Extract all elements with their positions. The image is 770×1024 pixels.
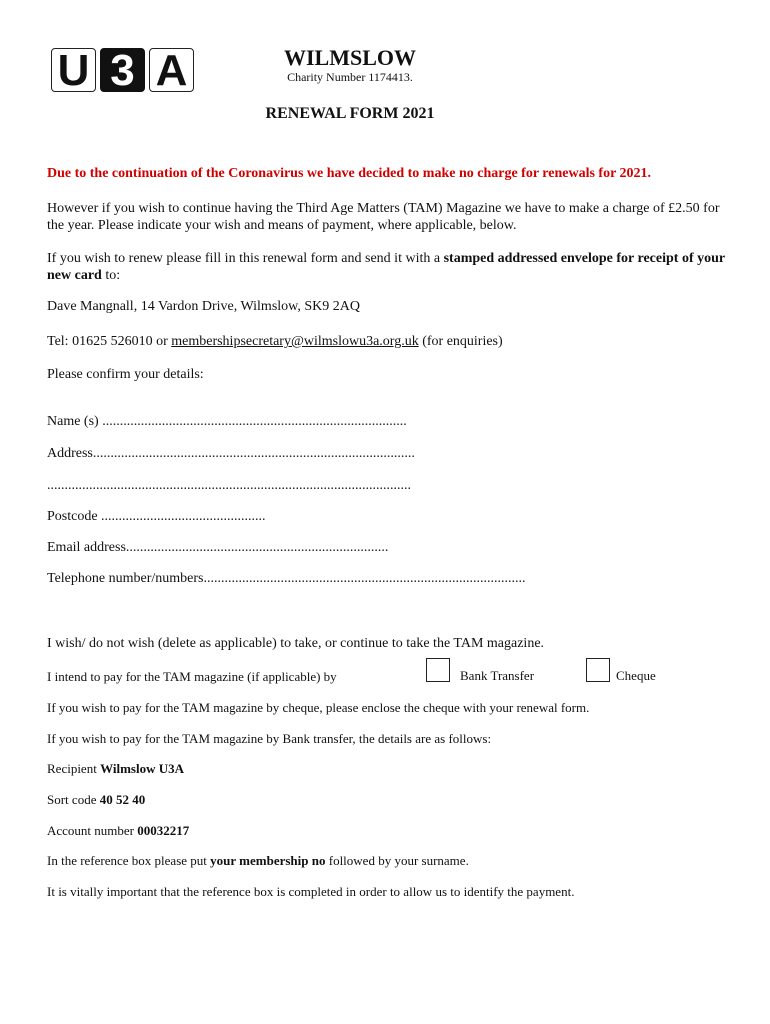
- bank-transfer-checkbox[interactable]: [426, 658, 450, 682]
- renew-paragraph: [47, 250, 737, 284]
- bank-transfer-label: Bank Transfer: [460, 668, 535, 683]
- u3a-logo: [51, 48, 198, 94]
- bank-info: If you wish to pay for the TAM magazine by Bank transfer, the details are as follows:: [47, 731, 492, 746]
- name-field[interactable]: Name (s) .......................................................................................: [47, 414, 407, 429]
- renew-text: If you wish to renew please fill in this renewal form and send it with a: [47, 251, 444, 266]
- recipient-value: Wilmslow U3A: [100, 761, 184, 776]
- account-number-label: Account number: [47, 823, 138, 838]
- contact-line: [47, 333, 737, 350]
- charity-number: Charity Number 1174413.: [287, 70, 413, 84]
- reference-instruction: [47, 852, 737, 869]
- recipient-label: Recipient: [47, 761, 101, 776]
- postcode-field[interactable]: Postcode ...............................................: [47, 509, 266, 524]
- sort-code-line: [47, 791, 737, 808]
- contact-suffix: (for enquiries): [418, 334, 503, 349]
- coronavirus-notice: Due to the continuation of the Coronavirus we have decided to make no charge for renewals for 2021.: [47, 166, 652, 181]
- cheque-checkbox[interactable]: [586, 658, 610, 682]
- reference-prefix: In the reference box please put: [47, 853, 211, 868]
- reference-bold: your membership no: [210, 853, 326, 868]
- logo-letter-a: A: [149, 48, 194, 92]
- renew-suffix: to:: [101, 268, 121, 283]
- account-number-value: 00032217: [137, 823, 190, 838]
- payment-intent: I intend to pay for the TAM magazine (if applicable) by: [47, 669, 337, 684]
- magazine-paragraph: However if you wish to continue having the Third Age Matters (TAM) Magazine we have to make a charge of £2.50 for the year. Please indicate your wish and means of payment, where applicable, below.: [47, 201, 720, 233]
- address-field[interactable]: Address............................................................................................: [47, 446, 415, 461]
- org-name: WILMSLOW: [283, 45, 417, 70]
- email-link[interactable]: membershipsecretary@wilmslowu3a.org.uk: [171, 334, 419, 349]
- email-field[interactable]: Email address...........................................................................: [47, 540, 389, 555]
- wish-statement: I wish/ do not wish (delete as applicable) to take, or continue to take the TAM magazine.: [47, 636, 545, 651]
- recipient-line: [47, 760, 737, 777]
- account-number-line: [47, 822, 737, 839]
- sort-code-value: 40 52 40: [99, 792, 146, 807]
- cheque-info: If you wish to pay for the TAM magazine by cheque, please enclose the cheque with your renewal form.: [47, 700, 590, 715]
- cheque-label: Cheque: [616, 668, 656, 683]
- logo-letter-3: 3: [100, 48, 145, 92]
- postal-address: Dave Mangnall, 14 Vardon Drive, Wilmslow, SK9 2AQ: [47, 299, 360, 314]
- form-title: RENEWAL FORM 2021: [265, 105, 435, 122]
- logo-letter-u: U: [51, 48, 96, 92]
- contact-tel: Tel: 01625 526010 or: [47, 334, 172, 349]
- address-field-line2[interactable]: ........................................................................................................: [47, 478, 411, 493]
- confirm-prompt: Please confirm your details:: [47, 367, 204, 382]
- telephone-field[interactable]: Telephone number/numbers............................................................................................: [47, 571, 526, 586]
- important-note: It is vitally important that the reference box is completed in order to allow us to identify the payment.: [47, 884, 575, 899]
- sort-code-label: Sort code: [47, 792, 100, 807]
- reference-suffix: followed by your surname.: [325, 853, 469, 868]
- renew-bold-text: stamped addressed envelope for receipt of your new card: [47, 251, 725, 283]
